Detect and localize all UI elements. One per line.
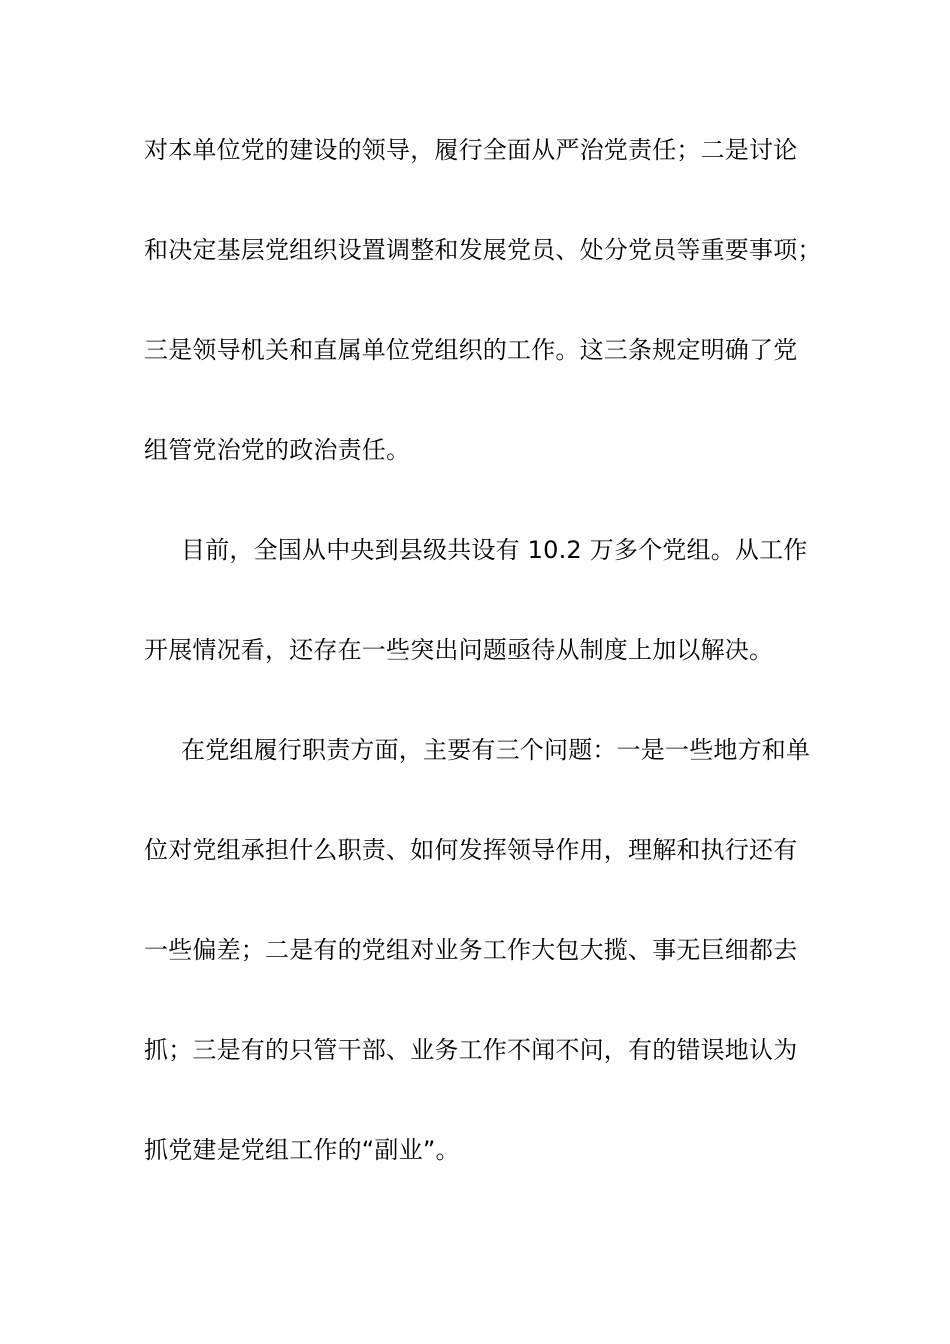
text-line-10: 抓；三是有的只管干部、业务工作不闻不问，有的错误地认为: [144, 1036, 798, 1064]
text-line-1: 对本单位党的建设的领导，履行全面从严治党责任；二是讨论: [144, 136, 798, 164]
text-line-5: 目前，全国从中央到县级共设有 10.2 万多个党组。从工作: [181, 536, 808, 564]
text-line-4: 组管党治党的政治责任。: [144, 436, 411, 464]
text-line-9: 一些偏差；二是有的党组对业务工作大包大揽、事无巨细都去: [144, 936, 798, 964]
text-line-2: 和决定基层党组织设置调整和发展党员、处分党员等重要事项；: [144, 236, 822, 264]
text-line-7: 在党组履行职责方面，主要有三个问题：一是一些地方和单: [181, 736, 811, 764]
text-line-3: 三是领导机关和直属单位党组织的工作。这三条规定明确了党: [144, 336, 798, 364]
text-line-8: 位对党组承担什么职责、如何发挥领导作用，理解和执行还有: [144, 836, 798, 864]
text-line-6: 开展情况看，还存在一些突出问题亟待从制度上加以解决。: [144, 636, 774, 664]
text-line-11: 抓党建是党组工作的“副业”。: [144, 1136, 460, 1164]
